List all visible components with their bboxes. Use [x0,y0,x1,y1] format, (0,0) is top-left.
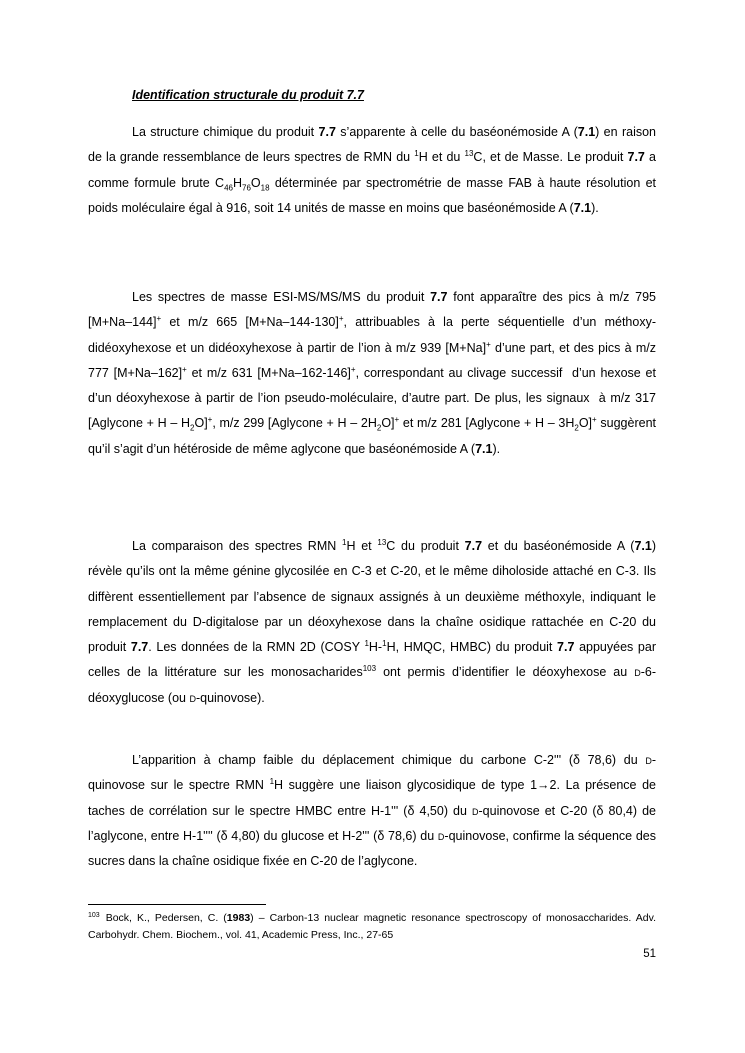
paragraph-2: Les spectres de masse ESI-MS/MS/MS du produit 7.7 font apparaître des pics à m/z 795 [M+Na–144]+ et m/z 665 [M+Na–144-130]+, attribuables à la perte séquentielle d’un méthoxy-didéoxyhexose et un didéoxyhexose à partir de l’ion à m/z 939 [M+Na]+ d’une part, et des pics à m/z 777 [M+Na–162]+ et m/z 631 [M+Na–162-146]+, correspondant au clivage successif d’un hexose et d’un déoxyhexose à partir de l’ion pseudo-moléculaire, d’autre part. De plus, les signaux à m/z 317 [Aglycone + H – $H_2O]^+$, m/z 299 [Aglycone + H – $2H_2O]^+$ et m/z 281 [Aglycone + H – $3H_2O]^+$ suggèrent qu’il s’agit d’un hétéroside de même aglycone que baséonémoside A (7.1). [88,290,657,456]
footnote-text-2: ) – Carbon-13 nuclear magnetic resonance spectroscopy of monosaccharides. Adv. Carbohydr. Chem. Biochem., vol. 41, Academic Press, Inc., 27-65 [88,912,656,941]
footnote [88,910,656,944]
page-number: 51 [643,948,656,960]
paragraph-1: La structure chimique du produit 7.7 s’apparente à celle du baséonémoside A (7.1) en raison de la grande ressemblance de leurs spectres de RMN du $^1$H et du $^{13}$C, et de Masse. Le produit 7.7 a comme formule brute $C_{46}H_{76}O_{18}$ déterminée par spectrométrie de masse FAB à haute résolution et poids moléculaire égal à 916, soit 14 unités de masse en moins que baséonémoside A (7.1). [88,125,657,215]
footnote-year: 1983 [226,912,251,924]
paragraph-4: L’apparition à champ faible du déplacement chimique du carbone C-2''' (δ 78,6) du d-quinovose sur le spectre RMN $^1$H suggère une liaison glycosidique de type 1→2. La présence de taches de corrélation sur le spectre HMBC entre H-1''' (δ 4,50) du d-quinovose et C-20 (δ 80,4) de l’aglycone, entre H-1'''' (δ 4,80) du glucose et H-2''' (δ 78,6) du d-quinovose, confirme la séquence des sucres dans la chaîne osidique fixée en C-20 de l’aglycone. [88,753,657,869]
footnote-text-1: Bock, K., Pedersen, C. ( [105,912,227,924]
footnote-number: 103 [88,911,100,919]
footnote-separator [88,904,266,905]
section-heading: Identification structurale du produit 7.7 [132,88,364,102]
paragraph-3: La comparaison des spectres RMN $^1$H et $^{13}$C du produit 7.7 et du baséonémoside A (7.1) révèle qu’ils ont la même génine glycosilée en C-3 et C-20, et le même diholoside attaché en C-3. Ils diffèrent essentiellement par l’absence de signaux assignés à un deuxième méthoxyle, indiquant le remplacement du D-digitalose par un déoxyhexose dans la chaîne osidique rattachée en C-20 du produit 7.7. Les données de la RMN 2D (COSY $^1$H-$^1$H, HMQC, HMBC) du produit 7.7 appuyées par celles de la littérature sur les monosacharides$^{103}$ ont permis d’identifier le déoxyhexose au d-6-déoxyglucose (ou d-quinovose). [88,537,657,705]
